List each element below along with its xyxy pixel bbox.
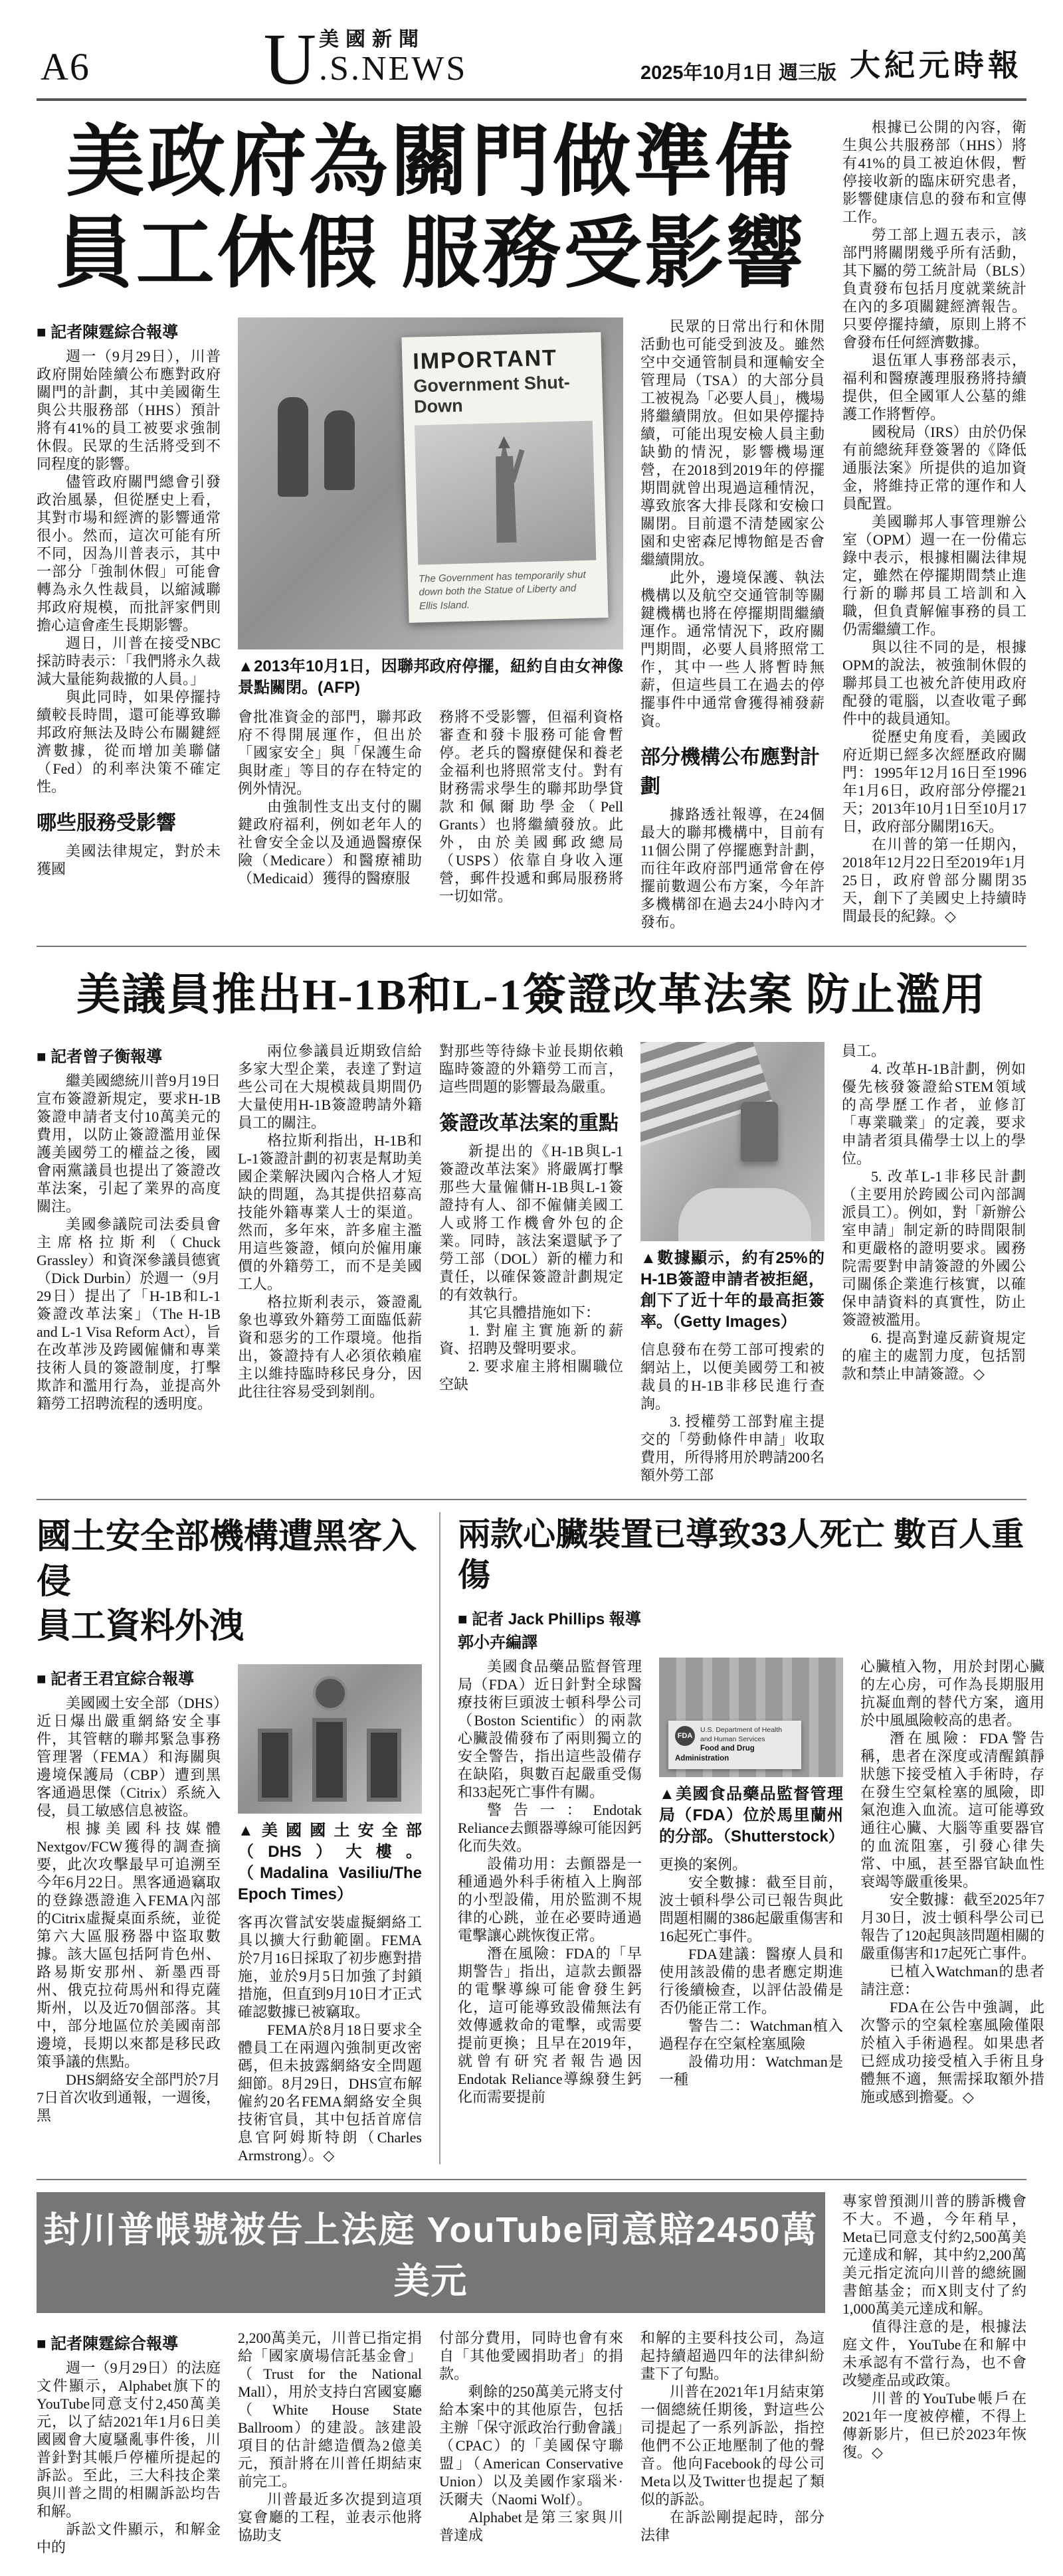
- heart-column-3: [860, 1658, 1044, 2106]
- body-paragraph: 和解的主要科技公司，為這起持續超過四年的法律糾紛畫下了句點。: [640, 2329, 824, 2382]
- fda-sign: [668, 1721, 801, 1768]
- body-paragraph: 此外，邊境保護、執法機構以及航空交通管制等關鍵機構也將在停擺期間繼續運作。通常情況下，政府關門期間，必要人員將照常工作，其中一些人將暫時無薪，但這些員工在過去的停擺事件中通常會獲得補發薪資。: [640, 569, 824, 730]
- header-rule: [37, 98, 1026, 101]
- body-paragraph: FDA在公告中強調，此次警示的空氣栓塞風險僅限於植入手術過程。如果患者已經成功接受植入手術且身體無不適，無需採取額外措施或感到擔憂。◇: [860, 1998, 1044, 2105]
- fda-photo: [659, 1658, 843, 1847]
- article-visa-reform: [37, 959, 1026, 1484]
- dhs-photo-caption: ▲美國國土安全部（DHS）大樓。（Madalina Vasiliu/The Epoch Times）: [238, 1821, 422, 1903]
- heart-column-2: [659, 1658, 843, 2106]
- body-paragraph: 美國參議院司法委員會主席格拉斯利（Chuck Grassley）和資深參議員德賓（Dick Durbin）於週一（9月29日）提出了「H-1B和L-1簽證改革法案」（The H-1B and L-1 Visa Reform Act），旨在改革涉及跨國僱傭和專業技術人員的簽證制度，打擊欺詐和濫用行為，並提高外籍勞工招聘流程的透明度。: [37, 1216, 221, 1413]
- body-paragraph: 格拉斯利表示，簽證亂象也導致外籍勞工面臨低薪資和惡劣的工作環境。他指出，簽證持有人必須依賴雇主以維持臨時移民身分，因此往往容易受到剝削。: [238, 1294, 422, 1401]
- page-number: A6: [41, 45, 90, 88]
- body-paragraph: 從歷史角度看，美國政府近期已經多次經歷政府關門：1995年12月16日至1996年1月6日，政府部分停擺21天；2013年10月1日至10月17日，政府部分關閉16天。: [842, 729, 1026, 835]
- visa-photo-image: [640, 1042, 824, 1241]
- dhs-photo-image: [238, 1664, 422, 1814]
- body-paragraph: 更換的案例。: [659, 1855, 747, 1873]
- body-paragraph: 川普在2021年1月結束第一個總統任期後，對這些公司提起了一系列訴訟，指控他們不公正地壓制了他的聲音。他向Facebook的母公司Meta以及Twitter也提起了類似的訴訟。: [640, 2383, 824, 2508]
- section-name-chinese: 美國新聞: [319, 29, 426, 50]
- dhs-column-1: [37, 1664, 221, 2164]
- youtube-column-2: [238, 2329, 422, 2556]
- body-paragraph: 週日，川普在接受NBC採訪時表示：「我們將永久裁減大量能夠裁撤的人員。」: [37, 635, 221, 688]
- section-divider: [37, 2179, 1026, 2180]
- body-paragraph: 潛在風險：FDA的「早期警告」指出，這款去顫器的電擊導線可能會發生鈣化，這可能導致設備無法有效傳遞救命的電擊，或需要提前更換；且早在2019年，就曾有研究者報告過因Endotak Reliance導線發生鈣化而需要提前: [458, 1944, 642, 2105]
- body-paragraph: 據路透社報導，在24個最大的聯邦機構中，目前有11個公開了停擺應對計劃，而往年政府部門通常會在停擺前數週公布方案，今年許多機構卻在過去24小時內才發布。: [640, 806, 824, 931]
- shutdown-column-5: [842, 113, 1026, 931]
- body-paragraph: 警告二：Watchman植入過程存在空氣栓塞風險: [659, 2017, 843, 2052]
- body-paragraph: 3. 授權勞工部對雇主提交的「勞動條件申請」收取費用，所得將用於聘請200名額外勞工部: [640, 1413, 824, 1484]
- youtube-column-3: [439, 2329, 623, 2556]
- sign-important-text: IMPORTANT: [412, 345, 558, 375]
- page-header: [37, 17, 1026, 98]
- sub-headline: 簽證改革法案的重點: [439, 1112, 619, 1135]
- visa-photo-caption: ▲數據顯示，約有25%的H-1B簽證申請者被拒絕，創下了近十年的最高拒簽率。（Getty Images）: [640, 1249, 824, 1331]
- masthead: 大紀元時報: [849, 47, 1022, 83]
- visa-column-4: [640, 1042, 824, 1484]
- body-paragraph: 2,200萬美元，川普已指定捐給「國家廣場信託基金會」（Trust for the National Mall），用於支持白宮國宴廳（White House State Ballroom）的建設。該建設項目的估計總造價為2億美元，預計將在川普任期結束前完工。: [238, 2329, 422, 2490]
- body-paragraph: 退伍軍人事務部表示，福利和醫療護理服務將持續提供，但全國軍人公墓的維護工作將暫停。: [842, 352, 1026, 422]
- body-paragraph: 設備功用：去顫器是一種通過外科手術植入上胸部的小型設備，用於監測不規律的心跳，並在必要時通過電擊讓心跳恢復正常。: [458, 1855, 642, 1944]
- article-shutdown: [37, 113, 1026, 931]
- building-door: [367, 1729, 401, 1802]
- sign-subtitle-text: Government Shut-Down: [413, 372, 571, 417]
- body-paragraph: 1. 對雇主實施新的薪資、招聘及聲明要求。: [439, 1322, 623, 1357]
- sub-headline: 哪些服務受影響: [37, 812, 176, 835]
- section-logo: [263, 18, 468, 100]
- shutdown-photo-caption: ▲2013年10月1日，因聯邦政府停擺，紐約自由女神像景點關閉。(AFP): [238, 657, 623, 697]
- article-youtube-settlement: [37, 2192, 1026, 2556]
- body-paragraph: 美國食品藥品監督管理局（FDA）近日針對全球醫療技術巨頭波士頓科學公司（Boston Scientific）的兩款心臟設備發布了兩則獨立的安全警告，指出這些設備存在缺陷，與數百起嚴重受傷和33起死亡事件有關。: [458, 1658, 642, 1800]
- body-paragraph: 安全數據：截至目前，波士頓科學公司已報告與此問題相關的386起嚴重傷害和16起死亡事件。: [659, 1873, 843, 1944]
- building-door: [258, 1729, 292, 1802]
- pedestrian-silhouette: [278, 397, 308, 497]
- body-paragraph: 警告一：Endotak Reliance去顫器導線可能因鈣化而失效。: [458, 1801, 642, 1854]
- body-paragraph: 在訴訟剛提起時，部分法律: [640, 2508, 824, 2543]
- body-paragraph: 對那些等待綠卡並長期依賴臨時簽證的外籍勞工而言，這些問題的影響最為嚴重。: [439, 1043, 623, 1096]
- body-paragraph: 其它具體措施如下：: [468, 1304, 601, 1322]
- heart-column-2-text: [659, 1855, 843, 2089]
- body-paragraph: 與以往不同的是，根據OPM的說法，被強制休假的聯邦員工也被允許使用政府配發的電腦，以查收電子郵件中的裁員通知。: [842, 639, 1026, 727]
- shutdown-column-1: [37, 317, 221, 931]
- youtube-banner-headline: 封川普帳號被告上法庭 YouTube同意賠2450萬美元: [37, 2192, 825, 2313]
- body-paragraph: 國稅局（IRS）由於仍保有前總統拜登簽署的《降低通脹法案》所提供的追加資金，將維持正常的運作和人員配置。: [842, 424, 1026, 512]
- sign-statue-image: [415, 421, 596, 565]
- body-paragraph: 安全數據：截至2025年7月30日，波士頓科學公司已報告了120起與該問題相關的嚴重傷害和17起死亡事件。: [860, 1891, 1044, 1962]
- body-paragraph: 2. 要求雇主將相關職位空缺: [439, 1358, 623, 1393]
- sign-small-text: The Government has temporarily shut down both the Statue of Liberty and Ellis Island.: [418, 568, 586, 612]
- visa-headline: 美議員推出H-1B和L-1簽證改革法案 防止濫用: [76, 971, 987, 1020]
- body-paragraph: 會批准資金的部門，聯邦政府不得開展運作，但出於「國家安全」與「保護生命與財產」等目的存在特定的例外情況。: [238, 709, 422, 798]
- date-edition: 2025年10月1日 週三版: [640, 62, 836, 84]
- statue-of-liberty-icon: [474, 436, 536, 550]
- body-paragraph: 繼美國總統川普9月19日宣布簽證新規定，要求H-1B簽證申請者支付10萬美元的費用，以防止簽證濫用並保護美國勞工的權益之後，國會兩黨議員也提出了簽證改革法案，引起了業界的高度關注。: [37, 1073, 221, 1215]
- shutdown-sign: [401, 332, 608, 623]
- youtube-column-4: [640, 2329, 824, 2556]
- visa-column-2: [238, 1042, 422, 1484]
- body-paragraph: FEMA於8月18日要求全體員工在兩週內強制更改密碼，但未披露網絡安全問題細節。8月29日，DHS宣布解僱約20名FEMA網絡安全與技術官員，其中包括首席信息官阿姆斯特朗（Charles Armstrong）。◇: [238, 2021, 422, 2164]
- visa-column-3: [439, 1042, 623, 1484]
- hand-silhouette: [678, 1188, 811, 1241]
- reporter-line: ■ 記者陳霆綜合報導: [37, 323, 179, 342]
- dhs-photo: [238, 1664, 422, 1905]
- body-paragraph: 美國國土安全部（DHS）近日爆出嚴重網絡安全事件，其管轄的聯邦緊急事務管理署（FEMA）和海關與邊境保護局（CBP）遭到黑客通過思傑（Citrix）系統入侵，員工敏感信息被盜。: [37, 1694, 221, 1819]
- fda-sign-line1: U.S. Department of Health and Human Services: [700, 1726, 783, 1743]
- fda-logo-icon: FDA: [675, 1726, 695, 1746]
- body-paragraph: 兩位參議員近期致信給多家大型企業，表達了對這些公司在大規模裁員期間仍大量使用H-1B簽證聘請外籍員工的關注。: [238, 1043, 422, 1132]
- body-paragraph: 心臟植入物，用於封閉心臟的左心房，可作為長期服用抗凝血劑的替代方案，適用於中風風險較高的患者。: [860, 1658, 1044, 1729]
- fda-photo-caption: ▲美國食品藥品監督管理局（FDA）位於馬里蘭州的分部。（Shutterstock）: [659, 1784, 844, 1846]
- visa-photo: [640, 1042, 824, 1333]
- body-paragraph: 與此同時，如果停擺持續較長時間，還可能導致聯邦政府無法及時公布關鍵經濟數據，從而增加美聯儲（Fed）的利率決策不確定性。: [37, 689, 221, 796]
- body-paragraph: 由強制性支出支付的關鍵政府福利，例如老年人的社會安全金以及通過醫療保險（Medicare）和醫療補助（Medicaid）獲得的醫療服: [238, 798, 422, 887]
- body-paragraph: 訴訟文件顯示，和解金中的: [37, 2520, 221, 2555]
- body-paragraph: 5. 改革L-1非移民計劃（主要用於跨國公司內部調派員工）。例如，對「新辦公室申請」制定新的時間限制和更嚴格的證明要求。國務院需要對申請簽證的外國公司關係企業進行核實，以確保申請資料的真實性，防止簽證被濫用。: [842, 1168, 1026, 1329]
- shutdown-column-3: [439, 708, 623, 905]
- body-paragraph: 週一（9月29日），川普政府開始陸續公布應對政府關門的計劃，其中美國衛生與公共服務部（HHS）預計將有41%的員工被要求強制休假。民眾的生活將受到不同程度的影響。: [37, 348, 221, 473]
- article-heart-devices: [439, 1512, 1044, 2164]
- middle-band: [37, 1512, 1044, 2164]
- body-paragraph: 儘管政府關門總會引發政治風暴，但從歷史上看，其對市場和經濟的影響通常很小。然而，這次可能有所不同，因為川普表示，其中一部分「強制休假」可能會轉為永久性裁員，以縮減聯邦政府規模，而批評家們則擔心這會產生長期影響。: [37, 473, 221, 634]
- body-paragraph: 新提出的《H-1B與L-1簽證改革法案》將嚴厲打擊那些大量僱傭H-1B與L-1簽證持有人、卻不僱傭美國工人或將工作機會外包的企業。同時，該法案還賦予了勞工部（DOL）新的權力和責任，以確保簽證計劃規定的有效執行。: [439, 1143, 623, 1304]
- shutdown-photo: [238, 317, 623, 699]
- reporter-line: ■ 記者曾子衡報導: [37, 1048, 163, 1067]
- body-paragraph: 根據已公開的內容，衛生與公共服務部（HHS）將有41%的員工被迫休假，暫停接收新的臨床研究患者，影響健康信息的發布和宣傳工作。: [842, 119, 1026, 225]
- visa-stamp-icon: [741, 1102, 778, 1161]
- visa-column-4-text: [640, 1341, 824, 1484]
- fda-photo-image: [659, 1658, 843, 1777]
- heart-column-1: [458, 1658, 642, 2106]
- heart-headline: 兩款心臟裝置已導致33人死亡 數百人重傷: [458, 1517, 1024, 1594]
- body-paragraph: Alphabet是第三家與川普達成: [439, 2508, 623, 2543]
- section-divider: [37, 1499, 1026, 1500]
- pedestrian-silhouette: [324, 410, 355, 490]
- dhs-seal-icon: [313, 1676, 347, 1711]
- body-paragraph: 川普的YouTube帳戶在2021年一度被停權，不得上傳新影片，但已於2023年恢復。◇: [842, 2389, 1026, 2460]
- body-paragraph: 客再次嘗試安裝虛擬網絡工具以擴大行動範圍。FEMA於7月16日採取了初步應對措施，並於9月5日加強了封鎖措施，但直到9月10日才正式確認數據已被竊取。: [238, 1913, 422, 2020]
- reporter-line: ■ 記者 Jack Phillips 報導 郭小卉編譯: [458, 1610, 641, 1652]
- body-paragraph: 民眾的日常出行和休閒活動也可能受到波及。雖然空中交通管制員和運輸安全管理局（TSA）的大部分員工被視為「必要人員」，機場將繼續開放。但如果停擺持續，可能出現安檢人員主動缺勤的情況，影響機場運營，在2018到2019年的停擺期間就曾出現過這種情況，導致旅客大排長隊和安檢口關閉。目前還不清楚國家公園和史密森尼博物館是否會繼續開放。: [640, 318, 824, 568]
- section-name-english: .S.NEWS: [319, 50, 468, 88]
- visa-column-1: [37, 1042, 221, 1484]
- body-paragraph: 潛在風險：FDA警告稱，患者在深度或清醒鎮靜狀態下接受植入手術時，存在發生空氣栓塞的風險，即氣泡進入血流。這可能導致通往心臟、大腦等重要器官的血流阻塞，引發心律失常、中風，甚至器官缺血性衰竭等嚴重後果。: [860, 1729, 1044, 1890]
- dhs-column-2: [238, 1664, 422, 2164]
- youtube-column-5: [842, 2192, 1026, 2556]
- body-paragraph: 6. 提高對違反薪資規定的雇主的處罰力度，包括罰款和禁止申請簽證。◇: [842, 1330, 1026, 1383]
- body-paragraph: 在川普的第一任期內，2018年12月22日至2019年1月25日，政府曾部分關閉35天，創下了美國史上持續時間最長的紀錄。◇: [842, 836, 1026, 924]
- fda-sign-line2: Food and Drug Administration: [675, 1744, 755, 1762]
- body-paragraph: 值得注意的是，根據法庭文件，YouTube在和解中未承認有不當行為，也不會改變產品或政策。: [842, 2318, 1026, 2389]
- body-paragraph: 勞工部上週五表示，該部門將關閉幾乎所有活動，其下屬的勞工統計局（BLS）負責發布包括月度就業統計在內的多項關鍵經濟報告。只要停擺持續，原則上將不會發布任何經濟數據。: [842, 226, 1026, 351]
- body-paragraph: 員工。: [842, 1043, 886, 1060]
- sub-headline: 部分機構公布應對計劃: [640, 746, 820, 798]
- body-paragraph: 付部分費用，同時也會有來自「其他愛國捐助者」的捐款。: [439, 2329, 623, 2382]
- reporter-line: ■ 記者王君宜綜合報導: [37, 1670, 195, 1688]
- body-paragraph: 已植入Watchman的患者請注意：: [860, 1962, 1044, 1998]
- youtube-column-1: [37, 2329, 221, 2556]
- dhs-column-2-text: [238, 1913, 422, 2164]
- body-paragraph: 川普最近多次提到這項宴會廳的工程，並表示他將協助支: [238, 2490, 422, 2543]
- reporter-line: ■ 記者陳霆綜合報導: [37, 2334, 179, 2353]
- article-dhs-hack: [37, 1512, 422, 2164]
- body-paragraph: 專家曾預測川普的勝訴機會不大。不過，今年稍早，Meta已同意支付約2,500萬美元達成和解，其中約2,200萬美元指定流向川普的總統圖書館基金；而X則支付了約1,000萬美元達成和解。: [842, 2192, 1026, 2317]
- body-paragraph: DHS網絡安全部門於7月7日首次收到通報，一週後，黑: [37, 2071, 221, 2124]
- shutdown-column-2: [238, 708, 422, 905]
- visa-column-5: [842, 1042, 1026, 1484]
- body-paragraph: FDA建議：醫療人員和使用該設備的患者應定期進行後續檢查，以評估設備是否仍能正常工作。: [659, 1945, 843, 2016]
- dhs-headline: 國土安全部機構遭黑客入侵 員工資料外洩: [37, 1517, 417, 1646]
- logo-letter-u: U: [263, 18, 317, 100]
- body-paragraph: 根據美國科技媒體Nextgov/FCW獲得的調查摘要，此次攻擊最早可追溯至今年6月22日。黑客通過竊取的登錄憑證進入FEMA內部的Citrix虛擬桌面系統，並從第六大區服務器中盜取數據。該大區包括阿肯色州、路易斯安那州、新墨西哥州、俄克拉荷馬州和得克薩斯州，以及近70個部落。其中，部分地區位於美國南部邊境，長期以來都是移民政策爭議的焦點。: [37, 1820, 221, 2070]
- shutdown-photo-image: [238, 317, 623, 649]
- main-headline: 美政府為關門做準備 員工休假 服務受影響: [54, 119, 807, 298]
- body-paragraph: 美國聯邦人事管理辦公室（OPM）週一在一份備忘錄中表示，根據相關法律規定，雖然在停擺期間禁止進行新的聯邦員工培訓和入職，但負責解僱事務的員工仍需繼續工作。: [842, 513, 1026, 638]
- body-paragraph: 信息發布在勞工部可搜索的網站上，以便美國勞工和被裁員的H-1B非移民進行查詢。: [640, 1341, 824, 1413]
- body-paragraph: 務將不受影響，但福利資格審查和發卡服務可能會暫停。老兵的醫療健保和養老金福利也將照常支付。對有財務需求學生的聯邦助學貸款和佩爾助學金（Pell Grants）也將繼續發放。此外，由於美國郵政總局（USPS）依靠自身收入運營，郵件投遞和郵局服務將一切如常。: [439, 709, 623, 905]
- shutdown-column-4: [640, 317, 824, 931]
- body-paragraph: 格拉斯利指出，H-1B和L-1簽證計劃的初衷是幫助美國企業解決國內合格人才短缺的問題，為其提供招募高技能外籍專業人士的渠道。然而，多年來，許多雇主濫用這些簽證，傾向於僱用廉價的外籍勞工，而不是美國工人。: [238, 1132, 422, 1293]
- body-paragraph: 設備功用：Watchman是一種: [659, 2053, 843, 2088]
- body-paragraph: 週一（9月29日）的法庭文件顯示，Alphabet旗下的YouTube同意支付2,450萬美元，以了結2021年1月6日美國國會大廈騷亂事件後，川普針對其帳戶停權所提起的訴訟。至此，三大科技企業與川普之間的相關訴訟均告和解。: [37, 2359, 221, 2520]
- body-paragraph: 4. 改革H-1B計劃，例如優先核發簽證給STEM領域的高學歷工作者，並修訂「專業職業」的定義，要求申請者須具備學士以上的學位。: [842, 1061, 1026, 1167]
- building-door: [312, 1718, 347, 1802]
- body-paragraph: 剩餘的250萬美元將支付給本案中的其他原告，包括主辦「保守派政治行動會議」（CPAC）的「美國保守聯盟」（American Conservative Union）以及美國作家瑙米·沃爾夫（Naomi Wolf）。: [439, 2383, 623, 2508]
- section-divider: [37, 946, 1026, 947]
- body-paragraph: 美國法律規定，對於未獲國: [37, 843, 221, 878]
